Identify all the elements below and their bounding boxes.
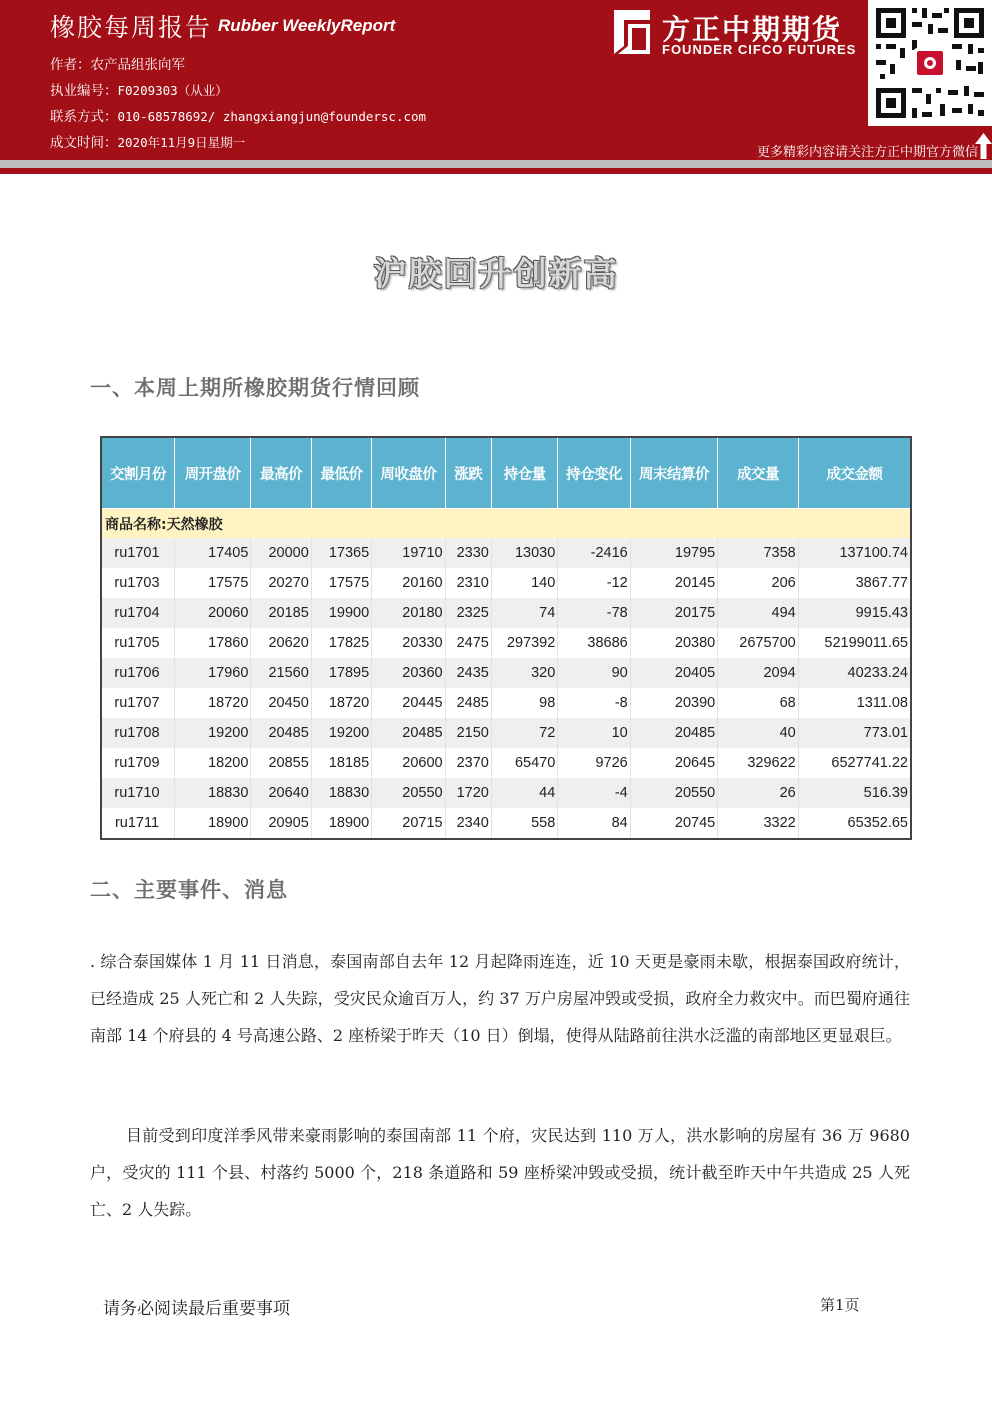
table-cell: 19900 xyxy=(311,598,371,628)
brand-name-en: FOUNDER CIFCO FUTURES xyxy=(662,42,857,57)
date-line xyxy=(50,131,245,151)
disclaimer-notice: 请务必阅读最后重要事项 xyxy=(103,1299,290,1319)
table-cell: 13030 xyxy=(491,538,557,568)
header-divider-red xyxy=(0,168,992,174)
table-cell: 52199011.65 xyxy=(798,628,911,658)
brand-name-cn: 方正中期期货 xyxy=(662,13,843,46)
table-cell: 2435 xyxy=(445,658,491,688)
table-header-row xyxy=(101,437,911,509)
table-cell: 19795 xyxy=(630,538,718,568)
column-header: 最低价 xyxy=(311,437,371,509)
table-cell: 20060 xyxy=(174,598,250,628)
contact-line xyxy=(50,105,426,125)
table-cell: 17825 xyxy=(311,628,371,658)
table-cell: 2675700 xyxy=(718,628,798,658)
report-title-en: Rubber WeeklyReport xyxy=(218,16,396,35)
table-cell: 20360 xyxy=(372,658,445,688)
table-cell: 20145 xyxy=(630,568,718,598)
table-cell: 20485 xyxy=(630,718,718,748)
table-cell: 20715 xyxy=(372,808,445,839)
table-cell: 516.39 xyxy=(798,778,911,808)
table-cell: 17575 xyxy=(311,568,371,598)
table-cell: 20185 xyxy=(251,598,311,628)
column-header: 周末结算价 xyxy=(630,437,718,509)
table-cell: 2150 xyxy=(445,718,491,748)
table-cell: 20620 xyxy=(251,628,311,658)
contract-month-cell: ru1703 xyxy=(101,568,174,598)
document-title: 沪胶回升创新高 xyxy=(373,254,619,293)
table-cell: 20745 xyxy=(630,808,718,839)
futures-quote-table xyxy=(100,436,912,840)
table-cell: 20330 xyxy=(372,628,445,658)
table-cell: 84 xyxy=(558,808,630,839)
table-cell: 140 xyxy=(491,568,557,598)
table-cell: 38686 xyxy=(558,628,630,658)
table-cell: 2370 xyxy=(445,748,491,778)
table-cell: 297392 xyxy=(491,628,557,658)
table-cell: 18900 xyxy=(311,808,371,839)
table-cell: 7358 xyxy=(718,538,798,568)
table-cell: 20160 xyxy=(372,568,445,598)
product-name-cell: 商品名称:天然橡胶 xyxy=(101,509,911,539)
table-cell: 2340 xyxy=(445,808,491,839)
column-header: 涨跌 xyxy=(445,437,491,509)
table-cell: 320 xyxy=(491,658,557,688)
contract-month-cell: ru1705 xyxy=(101,628,174,658)
news-paragraph-2: 目前受到印度洋季风带来豪雨影响的泰国南部 11 个府，灾民达到 110 万人，洪水影响的房屋有 36 万 9680 户，受灾的 111 个县、村落约 5000 个，218 条道路和 59 座桥梁冲毁或受损，统计截至昨天中午共造成 25 人死亡、2 人失踪。 xyxy=(90,1126,910,1219)
table-cell: 17575 xyxy=(174,568,250,598)
author-label: 作者： xyxy=(50,57,91,73)
report-title-cn: 橡胶每周报告 xyxy=(50,13,213,42)
qr-code-icon xyxy=(868,0,992,126)
table-cell: 20390 xyxy=(630,688,718,718)
license-number: F0209303（从业） xyxy=(117,83,228,98)
author-line xyxy=(50,53,185,73)
contact-info: 010-68578692/ zhangxiangjun@foundersc.com xyxy=(117,109,427,124)
table-cell: 329622 xyxy=(718,748,798,778)
table-cell: 773.01 xyxy=(798,718,911,748)
column-header: 最高价 xyxy=(251,437,311,509)
table-cell: 20180 xyxy=(372,598,445,628)
table-cell: 20550 xyxy=(630,778,718,808)
table-cell: 20905 xyxy=(251,808,311,839)
table-row xyxy=(101,718,911,748)
column-header: 交割月份 xyxy=(101,437,174,509)
table-cell: 20485 xyxy=(372,718,445,748)
table-cell: 20600 xyxy=(372,748,445,778)
table-row xyxy=(101,598,911,628)
table-cell: 558 xyxy=(491,808,557,839)
table-row xyxy=(101,688,911,718)
column-header: 周开盘价 xyxy=(174,437,250,509)
wechat-qr-code xyxy=(868,0,992,126)
report-header xyxy=(0,0,992,160)
table-cell: 74 xyxy=(491,598,557,628)
table-cell: 72 xyxy=(491,718,557,748)
table-cell: 20270 xyxy=(251,568,311,598)
contract-month-cell: ru1709 xyxy=(101,748,174,778)
table-cell: 98 xyxy=(491,688,557,718)
table-cell: 18900 xyxy=(174,808,250,839)
table-cell: -2416 xyxy=(558,538,630,568)
column-header: 成交量 xyxy=(718,437,798,509)
table-cell: 19200 xyxy=(174,718,250,748)
license-line xyxy=(50,79,228,99)
report-date: 2020年11月9日星期一 xyxy=(117,135,246,150)
table-cell: 206 xyxy=(718,568,798,598)
table-cell: 17860 xyxy=(174,628,250,658)
table-row xyxy=(101,808,911,839)
table-row xyxy=(101,538,911,568)
table-cell: 40233.24 xyxy=(798,658,911,688)
table-cell: 2094 xyxy=(718,658,798,688)
section-heading-market-review: 一、本周上期所橡胶期货行情回顾 xyxy=(90,376,420,400)
table-cell: -8 xyxy=(558,688,630,718)
date-label: 成文时间： xyxy=(50,135,118,151)
table-cell: 18200 xyxy=(174,748,250,778)
table-row xyxy=(101,568,911,598)
table-cell: 2330 xyxy=(445,538,491,568)
table-cell: 18830 xyxy=(174,778,250,808)
table-cell: 494 xyxy=(718,598,798,628)
table-cell: 19200 xyxy=(311,718,371,748)
table-cell: 20640 xyxy=(251,778,311,808)
table-row xyxy=(101,628,911,658)
table-cell: -78 xyxy=(558,598,630,628)
table-cell: 17960 xyxy=(174,658,250,688)
table-cell: 26 xyxy=(718,778,798,808)
table-cell: 2310 xyxy=(445,568,491,598)
contract-month-cell: ru1707 xyxy=(101,688,174,718)
table-cell: 137100.74 xyxy=(798,538,911,568)
table-cell: 20450 xyxy=(251,688,311,718)
table-cell: 90 xyxy=(558,658,630,688)
table-cell: 17895 xyxy=(311,658,371,688)
table-cell: 44 xyxy=(491,778,557,808)
contract-month-cell: ru1706 xyxy=(101,658,174,688)
table-cell: 18185 xyxy=(311,748,371,778)
news-paragraph-1: . 综合泰国媒体 1 月 11 日消息，泰国南部自去年 12 月起降雨连连，近 10 天更是豪雨未歇，根据泰国政府统计，已经造成 25 人死亡和 2 人失踪，受灾民众逾百万人，约 37 万户房屋冲毁或受损，政府全力救灾中。而巴蜀府通往南部 14 个府县的 4 号高速公路、2 座桥梁于昨天（10 日）倒塌，使得从陆路前往洪水泛滥的南部地区更显艰巨。 xyxy=(90,952,910,1045)
table-cell: 6527741.22 xyxy=(798,748,911,778)
table-cell: 20380 xyxy=(630,628,718,658)
table-cell: 17365 xyxy=(311,538,371,568)
founder-logo-icon xyxy=(604,8,652,56)
table-cell: 3867.77 xyxy=(798,568,911,598)
header-divider-gray xyxy=(0,160,992,168)
table-row xyxy=(101,658,911,688)
contract-month-cell: ru1704 xyxy=(101,598,174,628)
table-cell: 21560 xyxy=(251,658,311,688)
table-cell: 65352.65 xyxy=(798,808,911,839)
table-cell: 10 xyxy=(558,718,630,748)
table-cell: 20175 xyxy=(630,598,718,628)
follow-wechat-text: 更多精彩内容请关注方正中期官方微信 xyxy=(756,145,978,160)
table-cell: 1311.08 xyxy=(798,688,911,718)
table-cell: 65470 xyxy=(491,748,557,778)
page-number: 第1页 xyxy=(820,1296,860,1314)
table-cell: 17405 xyxy=(174,538,250,568)
contract-month-cell: ru1701 xyxy=(101,538,174,568)
table-cell: 20550 xyxy=(372,778,445,808)
table-cell: 2485 xyxy=(445,688,491,718)
table-cell: 20485 xyxy=(251,718,311,748)
table-cell: 20405 xyxy=(630,658,718,688)
table-cell: 20445 xyxy=(372,688,445,718)
table-cell: 2325 xyxy=(445,598,491,628)
table-cell: 40 xyxy=(718,718,798,748)
table-cell: 18830 xyxy=(311,778,371,808)
table-cell: 20000 xyxy=(251,538,311,568)
table-cell: 9915.43 xyxy=(798,598,911,628)
table-cell: 20855 xyxy=(251,748,311,778)
table-cell: 18720 xyxy=(311,688,371,718)
product-name-row xyxy=(101,509,911,539)
contract-month-cell: ru1711 xyxy=(101,808,174,839)
column-header: 持仓量 xyxy=(491,437,557,509)
arrow-up-icon xyxy=(975,133,992,159)
company-logo xyxy=(604,8,860,60)
contract-month-cell: ru1708 xyxy=(101,718,174,748)
table-cell: 18720 xyxy=(174,688,250,718)
section-heading-key-events: 二、主要事件、消息 xyxy=(90,878,288,902)
contract-month-cell: ru1710 xyxy=(101,778,174,808)
column-header: 成交金额 xyxy=(798,437,911,509)
table-cell: -12 xyxy=(558,568,630,598)
table-cell: 3322 xyxy=(718,808,798,839)
table-cell: 9726 xyxy=(558,748,630,778)
table-cell: 2475 xyxy=(445,628,491,658)
table-cell: 68 xyxy=(718,688,798,718)
table-row xyxy=(101,748,911,778)
column-header: 持仓变化 xyxy=(558,437,630,509)
table-row xyxy=(101,778,911,808)
column-header: 周收盘价 xyxy=(372,437,445,509)
author-name: 农产品组张向军 xyxy=(90,57,185,73)
table-cell: 19710 xyxy=(372,538,445,568)
license-label: 执业编号： xyxy=(50,83,118,99)
table-cell: 1720 xyxy=(445,778,491,808)
table-cell: 20645 xyxy=(630,748,718,778)
contact-label: 联系方式： xyxy=(50,109,118,125)
table-cell: -4 xyxy=(558,778,630,808)
